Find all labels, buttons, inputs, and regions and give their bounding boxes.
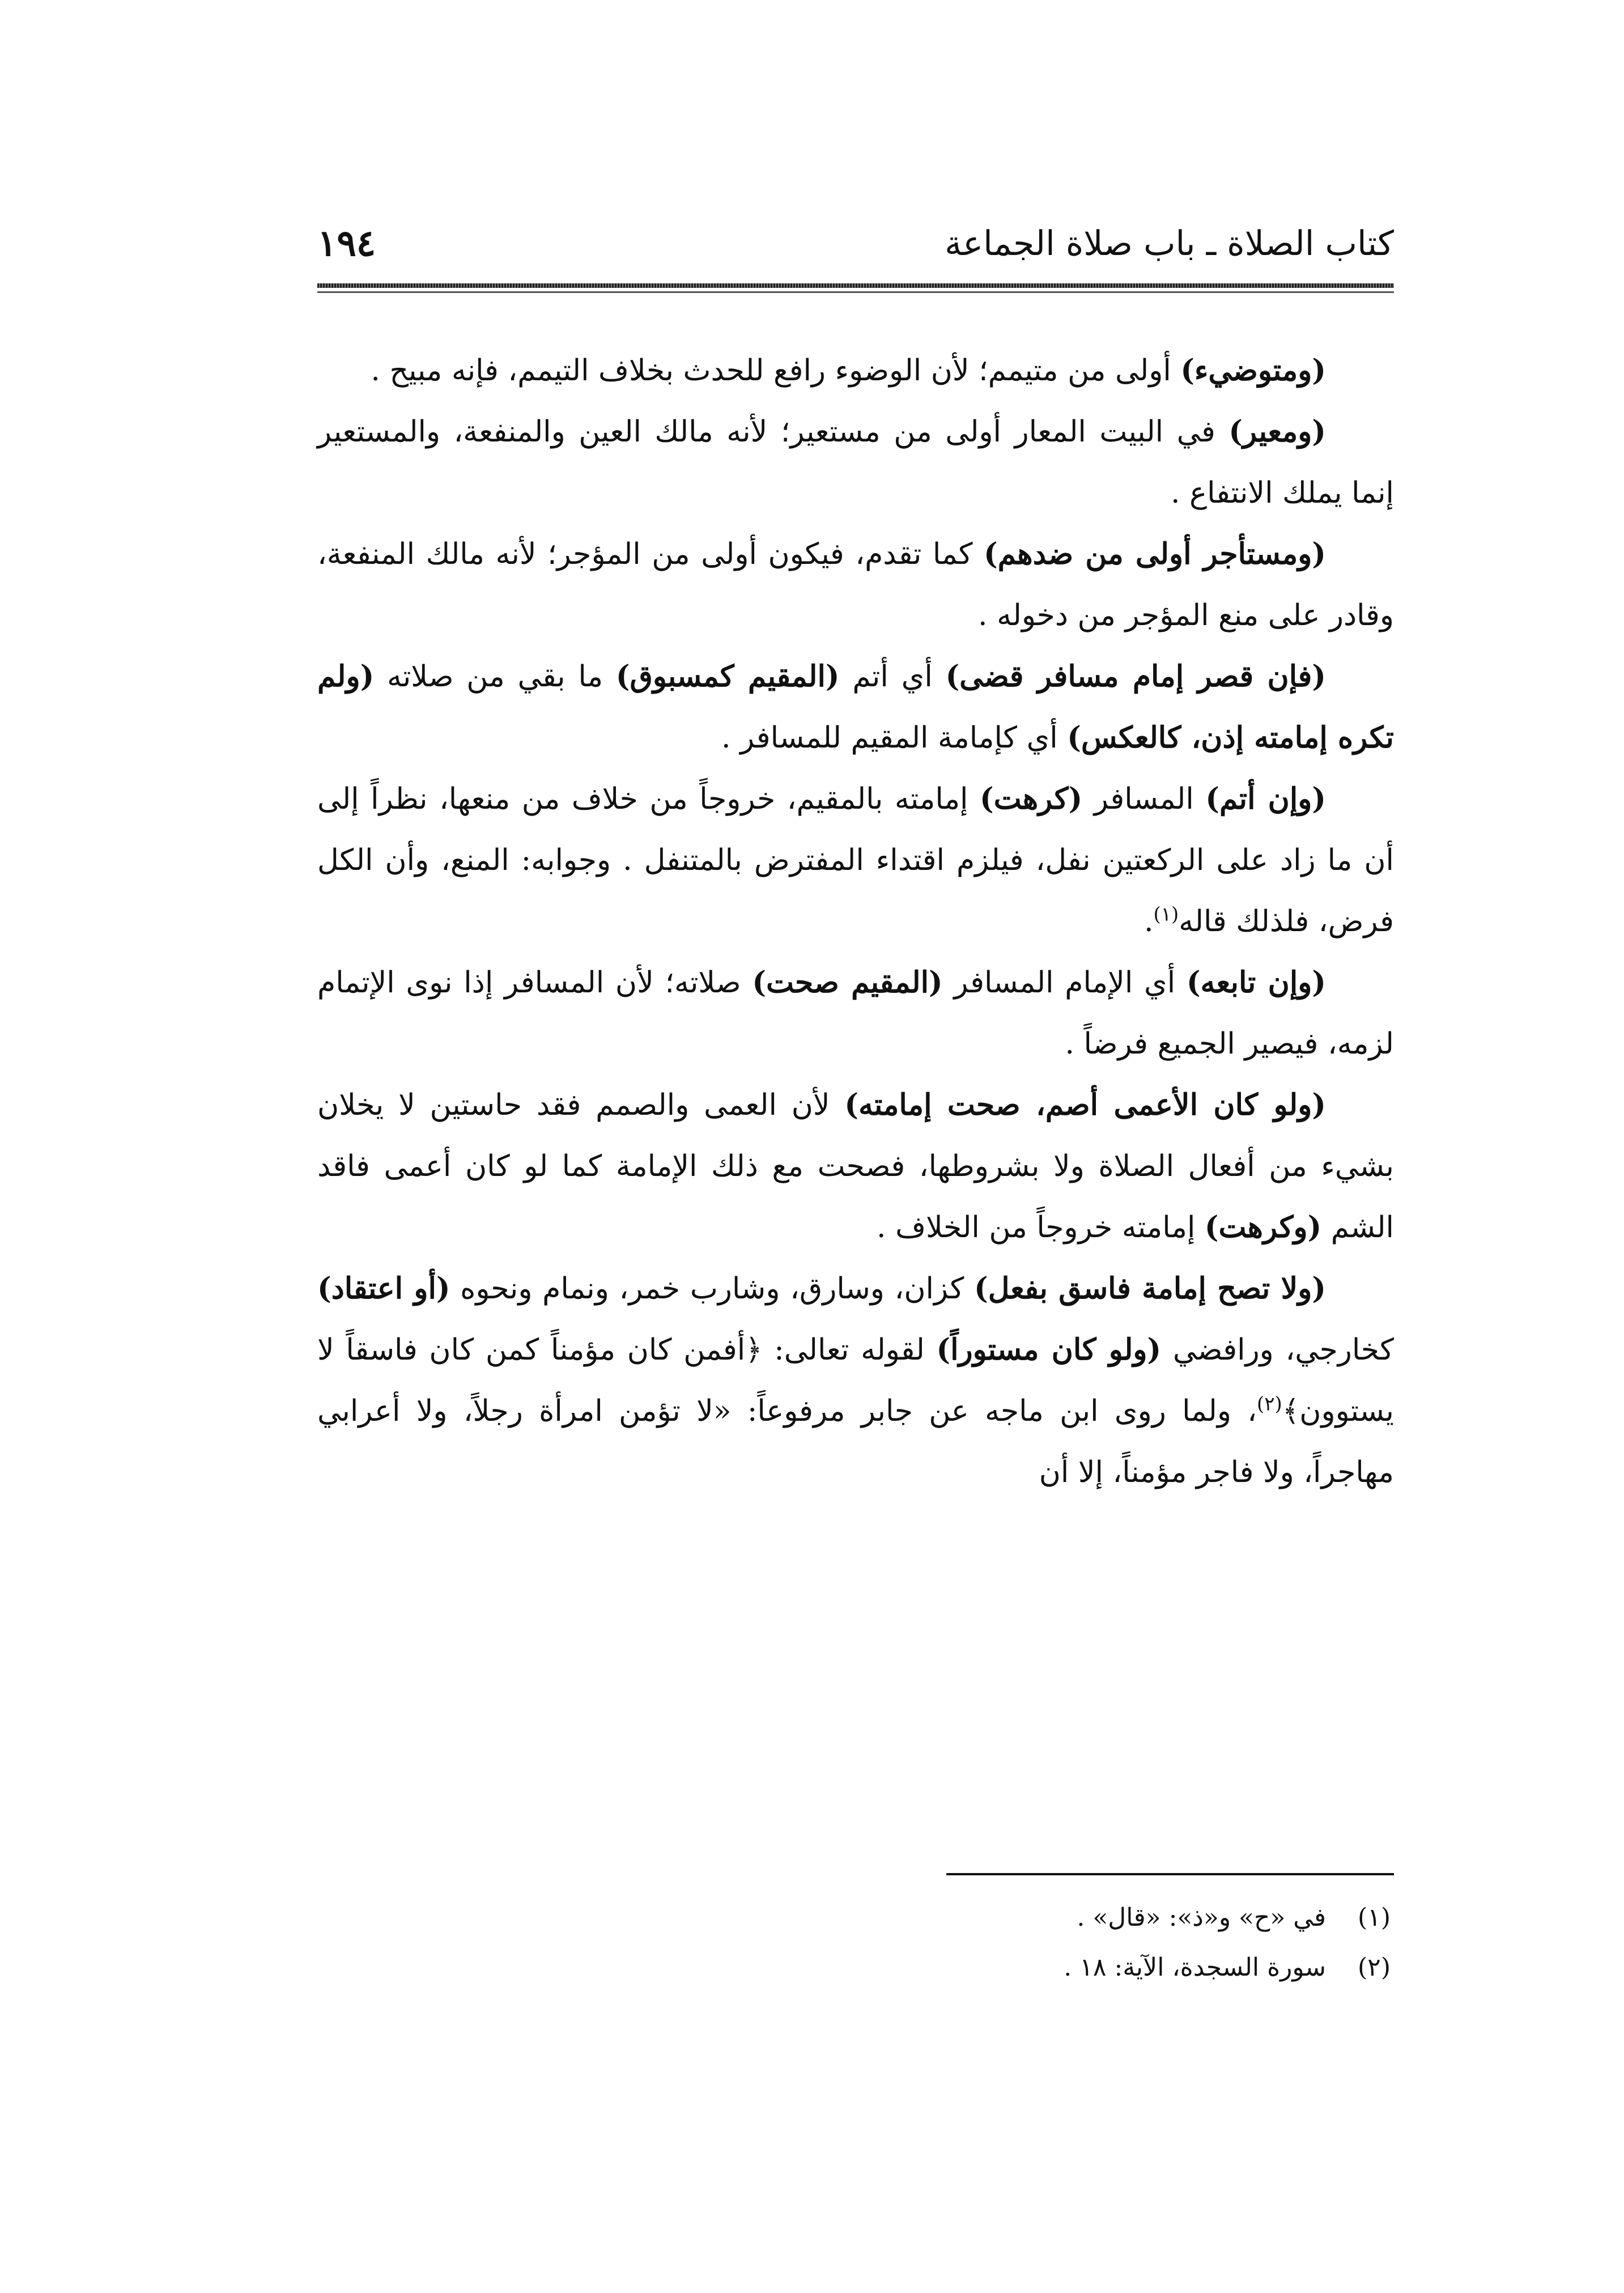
matn-text: (المقيم صحت) [752,965,943,1000]
sharh-text: أي الإمام المسافر [942,966,1187,1000]
sharh-text: في البيت المعار أولى من مستعير؛ لأنه مالك العين والمنفعة، والمستعير إنما يملك الانتفاع . [317,415,1394,510]
matn-text: (ومستأجر أولى من ضدهم) [984,537,1326,571]
paragraph [317,401,1394,524]
matn-text: (أو اعتقاد) [317,1271,450,1306]
footnote-text: في «ح» و«ذ»: «قال» . [1077,1903,1326,1932]
matn-text: (ولو كان مستوراً) [936,1332,1162,1367]
paragraph [317,1075,1394,1258]
footnote-number: (٢) [1358,1953,1391,1982]
matn-text: (وكرهت) [1204,1210,1322,1245]
matn-text: (ولم تكره إمامته إذن، كالعكس) [317,659,1394,755]
paragraph [317,768,1394,952]
paragraph [317,952,1394,1075]
paragraph [317,340,1394,401]
footnote-item [317,1893,1394,1943]
footnote-text: سورة السجدة، الآية: ١٨ . [1064,1953,1326,1982]
matn-text: (كرهت) [980,782,1083,816]
sharh-text: أولى من متيمم؛ لأن الوضوء رافع للحدث بخلاف التيمم، فإنه مبيح . [371,354,1181,388]
sharh-text: لأن العمى والصمم فقد حاستين لا يخلان بشيء من أفعال الصلاة ولا بشروطها، فصحت مع ذلك الإمامة كما لو كان أعمى فاقد الشم [317,1088,1394,1245]
sharh-text: كزان، وسارق، وشارب خمر، ونمام ونحوه [450,1272,975,1306]
main-text [317,340,1394,1503]
sharh-text: أي كإمامة المقيم للمسافر . [721,721,1068,755]
footnote-reference: (١) [1153,903,1179,926]
sharh-text: المسافر [1082,782,1206,816]
matn-text: (ولو كان الأعمى أصم، صحت إمامته) [844,1088,1326,1122]
page-header [317,215,1394,278]
footnote-item [317,1943,1394,1993]
sharh-text: صلاته؛ لأن المسافر إذا نوى الإتمام لزمه، فيصير الجميع فرضاً . [317,966,1394,1061]
matn-text: (وإن أتم) [1205,782,1326,816]
sharh-text: ، ولما روى ابن ماجه عن جابر مرفوعاً: «لا تؤمن امرأة رجلاً، ولا أعرابي مهاجراً، ولا فاجر مؤمناً، إلا أن [317,1394,1394,1489]
matn-text: (وإن تابعه) [1186,965,1326,1000]
footnote-reference: (٢) [1257,1392,1282,1416]
matn-text: (فإن قصر إمام مسافر قضى) [945,659,1327,694]
paragraph [317,646,1394,768]
sharh-text: إمامته خروجاً من الخلاف . [877,1211,1205,1245]
sharh-text: كما تقدم، فيكون أولى من المؤجر؛ لأنه مالك المنفعة، وقادر على منع المؤجر من دخوله . [317,537,1394,632]
paragraph [317,1258,1394,1503]
paragraph [317,524,1394,646]
header-rule-thin [317,291,1394,293]
header-rule-thick [317,283,1394,288]
sharh-text: إمامته بالمقيم، خروجاً من خلاف من منعها، نظراً إلى أن ما زاد على الركعتين نفل، فيلزم اقتداء المفترض بالمتنفل . وجوابه: المنع، وأن الكل فرض، فلذلك قاله [317,782,1394,939]
matn-text: (ومعير) [1228,414,1326,449]
matn-text: (المقيم كمسبوق) [615,659,840,694]
footnote-separator [946,1873,1394,1875]
footnotes [317,1893,1394,1993]
matn-text: (ولا تصح إمامة فاسق بفعل) [974,1271,1326,1306]
running-title: كتاب الصلاة ـ باب صلاة الجماعة [945,224,1394,264]
sharh-text: لقوله تعالى: ﴿أفمن كان مؤمناً كمن كان فاسقاً لا يستوون﴾ [317,1333,1394,1428]
sharh-text: . [1143,905,1154,939]
sharh-text: ما بقي من صلاته [374,660,616,694]
sharh-text: كخارجي، ورافضي [1161,1333,1395,1367]
sharh-text: أي أتم [839,660,946,694]
page-number: ١٩٤ [317,222,376,265]
footnote-number: (١) [1358,1903,1391,1932]
matn-text: (ومتوضيء) [1180,353,1326,388]
